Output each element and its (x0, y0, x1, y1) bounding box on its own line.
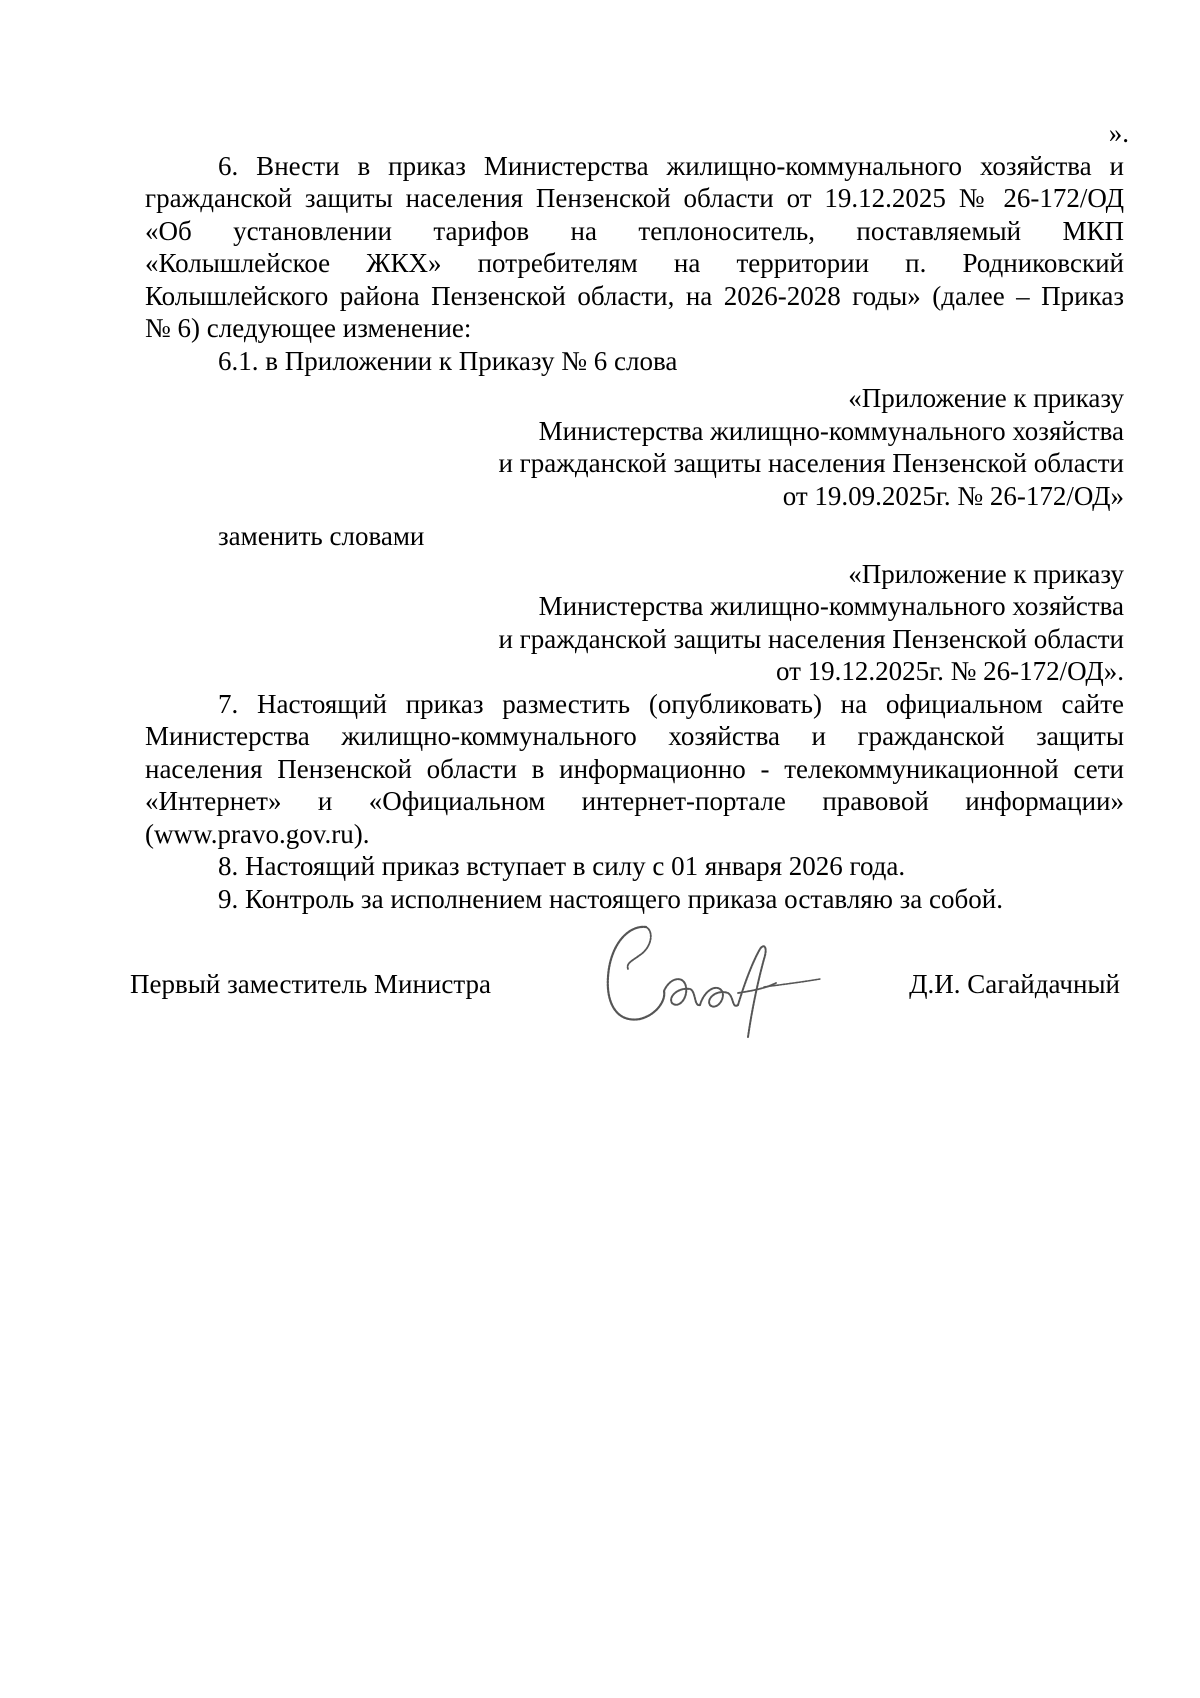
quote-new-line-2: Министерства жилищно-коммунального хозяйства (538, 591, 1124, 621)
item-7-paragraph (145, 688, 1124, 851)
closing-quote: ». (1108, 118, 1129, 148)
item-6-1: 6.1. в Приложении к Приказу № 6 слова (218, 345, 678, 376)
item-7-line-3: населения Пензенской области в информационно - телекоммуникационной сети (145, 753, 1124, 784)
quote-old-line-1: «Приложение к приказу (848, 383, 1124, 413)
item-6-line-2: гражданской защиты населения Пензенской области от 19.12.2025 № 26-172/ОД (145, 183, 1124, 213)
item-7-line-4: «Интернет» и «Официальном интернет-портале правовой информации» (145, 786, 1124, 816)
quote-new-line-4: от 19.12.2025г. № 26-172/ОД». (775, 656, 1124, 686)
item-6-line-6: № 6) следующее изменение: (145, 313, 472, 343)
item-7-line-5: (www.pravo.gov.ru). (145, 818, 370, 849)
item-6-paragraph (145, 150, 1124, 345)
item-8: 8. Настоящий приказ вступает в силу с 01 января 2026 года. (218, 851, 906, 881)
quote-new (145, 558, 1124, 688)
quote-old-line-3: и гражданской защиты населения Пензенской области (498, 448, 1124, 478)
signatory-role: Первый заместитель Министра (130, 969, 491, 999)
item-6-line-4: «Колышлейское ЖКХ» потребителям на территории п. Родниковский (145, 248, 1124, 278)
item-6-line-5: Колышлейского района Пензенской области, на 2026-2028 годы» (далее – Приказ (145, 280, 1124, 311)
replace-text: заменить словами (218, 521, 425, 551)
quote-old-line-4: от 19.09.2025г. № 26-172/ОД» (782, 480, 1124, 511)
quote-new-line-1: «Приложение к приказу (848, 558, 1124, 589)
signatory-name: Д.И. Сагайдачный (909, 969, 1120, 999)
signature-block (130, 955, 1120, 1065)
quote-old-line-2: Министерства жилищно-коммунального хозяйства (538, 415, 1124, 446)
item-6-line-1: 6. Внести в приказ Министерства жилищно-коммунального хозяйства и (218, 150, 1124, 181)
item-7-line-2: Министерства жилищно-коммунального хозяйства и гражданской защиты (145, 721, 1124, 751)
quote-new-line-3: и гражданской защиты населения Пензенской области (498, 623, 1124, 654)
item-6-line-3: «Об установлении тарифов на теплоноситель, поставляемый МКП (145, 215, 1124, 246)
handwritten-signature (588, 905, 828, 1055)
quote-old (145, 382, 1124, 512)
item-9: 9. Контроль за исполнением настоящего приказа оставляю за собой. (218, 883, 1003, 914)
item-7-line-1: 7. Настоящий приказ разместить (опубликовать) на официальном сайте (218, 688, 1124, 719)
document-body (145, 117, 1129, 915)
